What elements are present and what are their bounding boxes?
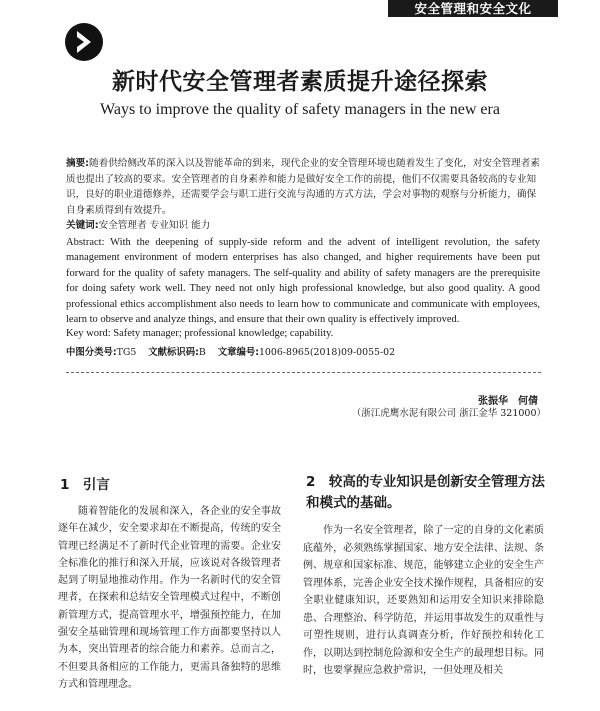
- section-2-heading: 2 较高的专业知识是创新安全管理方法和模式的基础。: [306, 474, 545, 511]
- keywords-en: Key word: Safety manager; professional knowledge; capability.: [66, 328, 334, 339]
- section-banner: 安全管理和安全文化: [388, 0, 558, 17]
- id-value: 1006-8965(2018)09-0055-02: [258, 347, 396, 358]
- keywords-cn: [66, 218, 540, 234]
- divider: [66, 372, 541, 373]
- abstract-cn: [66, 156, 540, 218]
- abstract-label: 摘要:: [66, 158, 90, 169]
- article-subtitle-en: Ways to improve the quality of safety managers in the new era: [100, 101, 500, 118]
- abstract-en: Abstract: With the deepening of supply-side reform and the advent of intelligent revolution, the safety management environment of modern enterprises has also changed, and higher requirements have been put forward for the quality of safety managers. The self-quality and ability of safety managers are the prerequisite for doing safety work well. They need not only high professional knowledge, but also good quality. A good professional ethics accomplishment also needs to learn how to communicate and communicate with employees, learn to observe and analyze things, and ensure that their own quality is effectively improved.: [66, 237, 540, 326]
- authors: 张振华 何倩: [478, 396, 538, 407]
- keywords-label: 关键词:: [66, 220, 99, 231]
- section-1-body: 随着智能化的发展和深入，各企业的安全事故逐年在减少，安全要求却在不断提高，传统的安全管理已经满足不了新时代企业管理的需要。企业安全标准化的推行和深入开展，应该说对各级管理者起到了明显地推动作用。作为一名新时代的安全管理者，在探索和总结安全管理模式过程中，不断创新管理方式，提高管理水平，增强预控能力，在加强安全基础管理和现场管理工作方面都要坚持以人为本，突出管理者的综合能力和素养。总而言之，不但要具备相应的工作能力，更需具备独特的思维方式和管理理念。: [58, 506, 281, 690]
- keywords-cn-text: 安全管理者 专业知识 能力: [98, 220, 211, 231]
- affiliation: （浙江虎鹰水泥有限公司 浙江金华 321000）: [351, 408, 546, 419]
- section-2-body: 作为一名安全管理者，除了一定的自身的文化素质底蕴外，必须熟练掌握国家、地方安全法律、法规、条例、规章和国家标准、规范，能够建立企业的安全生产管理体系，完善企业安全技术操作规程，具备相应的安全职业健康知识，还要熟知和运用安全知识来排除隐患、合理整治、科学防范，并运用事故发生的双重性与可塑性规则，进行认真调查分析，作好预控和转化工作，以期达到控制危险源和安全生产的最理想目标。同时，也要掌握应急救护常识，一但处理及相关: [303, 525, 544, 676]
- abstract-cn-text: 随着供给侧改革的深入以及智能革命的到来，现代企业的安全管理环境也随着发生了变化，对安全管理者素质也提出了较高的要求。安全管理者的自身素养和能力是做好安全工作的前提，他们不仅需要具备较高的专业知识，良好的职业道德修养，还需要学会与职工进行交流与沟通的方式方法，学会对事物的观察与分析能力，确保自身素质得到有效提升。: [66, 158, 540, 216]
- id-label: 文章编号:: [217, 347, 259, 358]
- doc-label: 文献标识码:: [148, 347, 199, 358]
- class-value: TG5: [116, 347, 137, 358]
- chevron-right-icon: [64, 22, 104, 62]
- article-title: 新时代安全管理者素质提升途径探索: [112, 69, 488, 95]
- classification-line: [66, 344, 395, 358]
- class-label: 中图分类号:: [66, 347, 117, 358]
- doc-value: B: [198, 347, 206, 358]
- section-1-heading: 1 引言: [60, 477, 110, 493]
